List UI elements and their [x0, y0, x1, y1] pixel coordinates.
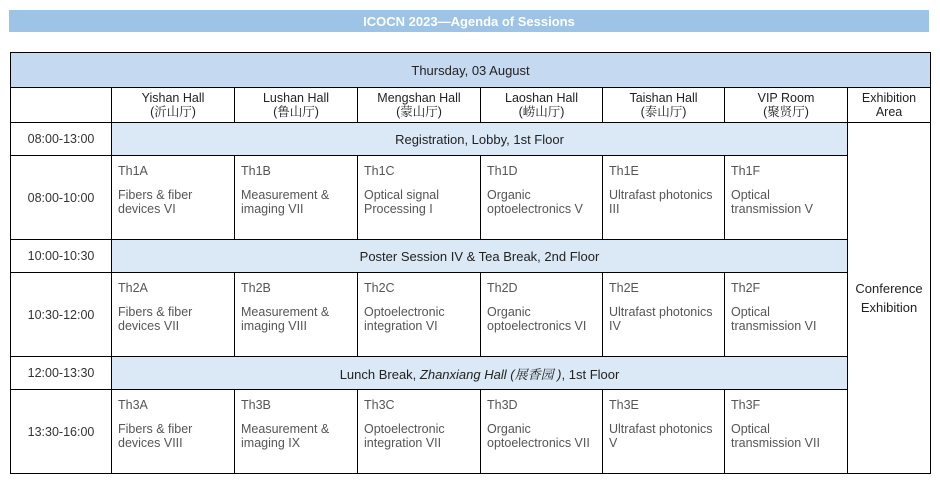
session-cell	[235, 156, 358, 240]
time-slot: 13:30-16:00	[11, 390, 112, 474]
session-title: Ultrafast photonics III	[609, 188, 713, 216]
session-cell	[112, 273, 235, 357]
session-cell	[725, 273, 848, 357]
schedule-row-registration	[11, 123, 931, 156]
time-slot: 10:30-12:00	[11, 273, 112, 357]
session-title: Optoelectronic integration VII	[364, 422, 445, 450]
hall-header-yishan	[112, 88, 235, 123]
session-cell	[235, 273, 358, 357]
session-code: Th3B	[241, 398, 271, 412]
session-cell	[481, 273, 603, 357]
session-code: Th2E	[609, 281, 639, 295]
hall-name: Lushan Hall	[262, 91, 329, 105]
hall-name: Laoshan Hall	[505, 91, 578, 105]
time-slot: 12:00-13:30	[11, 357, 112, 390]
session-cell	[603, 156, 725, 240]
hall-name-cn: (鲁山厅)	[273, 105, 319, 119]
session-code: Th2F	[731, 281, 761, 295]
hall-name: Mengshan Hall	[377, 91, 461, 105]
conference-exhibition-cell	[848, 123, 931, 474]
session-title: Organic optoelectronics VI	[487, 305, 587, 333]
hall-name: Yishan Hall	[141, 91, 205, 105]
hall-name-cn: (泰山厅)	[640, 105, 687, 119]
session-cell	[235, 390, 358, 474]
session-code: Th3A	[118, 398, 148, 412]
session-code: Th1B	[241, 164, 271, 178]
schedule-row-th1	[11, 156, 931, 240]
session-title: Measurement & imaging VIII	[241, 305, 330, 333]
session-title: Optical transmission VI	[731, 305, 817, 333]
session-code: Th1F	[731, 164, 761, 178]
session-title: Measurement & imaging IX	[241, 422, 330, 450]
time-column-header	[11, 88, 112, 123]
hall-name: Taishan Hall	[629, 91, 698, 105]
hall-header-vip-room	[725, 88, 848, 123]
time-slot: 10:00-10:30	[11, 240, 112, 273]
session-code: Th3E	[609, 398, 639, 412]
exhibition-line: Exhibition	[860, 300, 918, 315]
session-title: Organic optoelectronics V	[487, 188, 583, 216]
day-header-row	[11, 53, 931, 88]
session-title: Fibers & fiber devices VIII	[118, 422, 193, 450]
session-cell	[481, 156, 603, 240]
session-code: Th1A	[118, 164, 148, 178]
session-title: Optical signal Processing I	[364, 188, 440, 216]
session-title: Ultrafast photonics V	[609, 422, 713, 450]
session-title: Optical transmission VII	[731, 422, 820, 450]
session-title: Optoelectronic integration VI	[364, 305, 445, 333]
session-title: Organic optoelectronics VII	[487, 422, 590, 450]
session-code: Th2B	[241, 281, 271, 295]
hall-header-row	[11, 88, 931, 123]
session-cell	[603, 273, 725, 357]
session-code: Th1E	[609, 164, 639, 178]
session-cell	[358, 156, 481, 240]
session-cell	[603, 390, 725, 474]
session-code: Th2A	[118, 281, 148, 295]
span-event: Poster Session IV & Tea Break, 2nd Floor	[112, 240, 848, 273]
schedule-row-th2	[11, 273, 931, 357]
hall-name-cn: (沂山厅)	[150, 105, 196, 119]
hall-name: VIP Room	[757, 91, 815, 105]
time-slot: 08:00-10:00	[11, 156, 112, 240]
hall-header-taishan	[603, 88, 725, 123]
session-code: Th1D	[487, 164, 518, 178]
exhibition-header-line: Area	[875, 105, 903, 119]
session-code: Th3C	[364, 398, 395, 412]
lunch-venue: Zhanxiang Hall (展香园 )	[419, 366, 562, 382]
hall-name-cn: (聚贤厅)	[763, 105, 809, 119]
session-cell	[358, 390, 481, 474]
session-title: Measurement & imaging VII	[241, 188, 330, 216]
session-title: Fibers & fiber devices VI	[118, 188, 193, 216]
session-code: Th2D	[487, 281, 518, 295]
span-event: Registration, Lobby, 1st Floor	[112, 123, 848, 156]
exhibition-area-header	[848, 88, 931, 123]
span-event	[112, 357, 848, 390]
session-cell	[725, 390, 848, 474]
session-cell	[481, 390, 603, 474]
exhibition-line: Conference	[855, 281, 923, 296]
session-code: Th2C	[364, 281, 395, 295]
time-slot: 08:00-13:00	[11, 123, 112, 156]
hall-name-cn: (蒙山厅)	[396, 105, 442, 119]
day-label: Thursday, 03 August	[11, 53, 931, 88]
session-code: Th3D	[487, 398, 518, 412]
lunch-text-suffix: , 1st Floor	[561, 366, 620, 382]
exhibition-header-line: Exhibition	[861, 91, 917, 105]
hall-header-laoshan	[481, 88, 603, 123]
session-code: Th3F	[731, 398, 761, 412]
schedule-row-th3	[11, 390, 931, 474]
session-code: Th1C	[364, 164, 395, 178]
session-cell	[358, 273, 481, 357]
session-title: Optical transmission V	[731, 188, 813, 216]
session-cell	[725, 156, 848, 240]
schedule-row-lunch-break	[11, 357, 931, 390]
session-cell	[112, 390, 235, 474]
session-cell	[112, 156, 235, 240]
schedule-row-poster-session	[11, 240, 931, 273]
hall-name-cn: (崂山厅)	[518, 105, 565, 119]
agenda-table	[10, 52, 931, 474]
hall-header-mengshan	[358, 88, 481, 123]
agenda-title: ICOCN 2023—Agenda of Sessions	[9, 10, 929, 32]
session-title: Fibers & fiber devices VII	[118, 305, 193, 333]
lunch-text-prefix: Lunch Break,	[339, 366, 420, 382]
session-title: Ultrafast photonics IV	[609, 305, 713, 333]
hall-header-lushan	[235, 88, 358, 123]
